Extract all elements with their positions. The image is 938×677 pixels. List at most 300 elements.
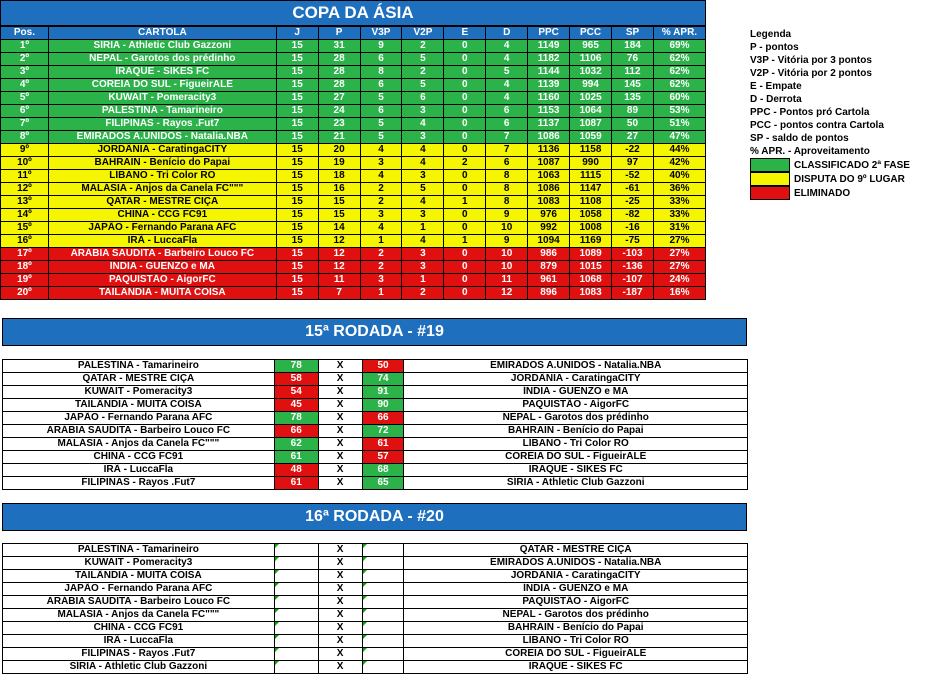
column-header: PCC xyxy=(570,27,612,40)
standings-cell-v2p: 2 xyxy=(402,66,444,79)
away-score: 50 xyxy=(362,360,404,373)
standings-cell-pcc: 1089 xyxy=(570,248,612,261)
standings-cell-p: 28 xyxy=(318,66,360,79)
legend-title: Legenda xyxy=(750,29,792,40)
standings-cell-team: ARÁBIA SAUDITA - Barbeiro Louco FC xyxy=(48,248,276,261)
standings-cell-apr: 51% xyxy=(653,118,705,131)
standings-cell-v3p: 3 xyxy=(360,274,402,287)
standings-cell-pos: 10º xyxy=(1,157,49,170)
standings-cell-v2p: 4 xyxy=(402,118,444,131)
standings-cell-d: 12 xyxy=(486,287,528,300)
legend-color-row xyxy=(750,158,910,172)
standings-cell-e: 0 xyxy=(444,66,486,79)
standings-cell-d: 10 xyxy=(486,222,528,235)
home-score: 45 xyxy=(274,399,318,412)
standings-cell-d: 8 xyxy=(486,183,528,196)
home-team: TAILÂNDIA - MUITA COISA xyxy=(3,570,275,583)
away-team: EMIRADOS A.UNIDOS - Natalia.NBA xyxy=(404,360,748,373)
standings-cell-v3p: 5 xyxy=(360,92,402,105)
standings-cell-pcc: 1108 xyxy=(570,196,612,209)
standings-cell-team: FILIPINAS - Rayos .Fut7 xyxy=(48,118,276,131)
standings-cell-v3p: 3 xyxy=(360,209,402,222)
legend-item: PCC - pontos contra Cartola xyxy=(750,120,884,131)
standings-cell-apr: 33% xyxy=(653,209,705,222)
away-team: JORDÂNIA - CaratingaCITY xyxy=(404,570,748,583)
standings-cell-apr: 47% xyxy=(653,131,705,144)
standings-cell-pcc: 1008 xyxy=(570,222,612,235)
standings-cell-pcc: 1032 xyxy=(570,66,612,79)
standings-cell-p: 16 xyxy=(318,183,360,196)
away-team: BAHRAIN - Benício do Papai xyxy=(404,425,748,438)
standings-row xyxy=(1,157,706,170)
home-team: JAPÃO - Fernando Parana AFC xyxy=(3,583,275,596)
home-score-empty xyxy=(274,648,318,661)
home-team: JAPÃO - Fernando Parana AFC xyxy=(3,412,275,425)
standings-cell-pcc: 1169 xyxy=(570,235,612,248)
standings-cell-p: 12 xyxy=(318,261,360,274)
standings-cell-apr: 27% xyxy=(653,235,705,248)
standings-row xyxy=(1,170,706,183)
column-header: SP xyxy=(612,27,654,40)
away-team: ÍNDIA - GUENZO e MA xyxy=(404,583,748,596)
standings-cell-p: 11 xyxy=(318,274,360,287)
standings-cell-v2p: 6 xyxy=(402,92,444,105)
standings-cell-v2p: 5 xyxy=(402,79,444,92)
standings-cell-j: 15 xyxy=(276,118,318,131)
standings-cell-v2p: 2 xyxy=(402,287,444,300)
standings-cell-apr: 62% xyxy=(653,53,705,66)
standings-cell-j: 15 xyxy=(276,183,318,196)
round16-title xyxy=(2,503,747,531)
home-score: 78 xyxy=(274,360,318,373)
standings-cell-team: BAHRAIN - Benício do Papai xyxy=(48,157,276,170)
standings-cell-e: 0 xyxy=(444,287,486,300)
home-score-empty xyxy=(274,570,318,583)
standings-cell-ppc: 1094 xyxy=(528,235,570,248)
standings-cell-e: 0 xyxy=(444,105,486,118)
standings-cell-p: 31 xyxy=(318,40,360,53)
away-score: 65 xyxy=(362,477,404,490)
legend-swatch xyxy=(750,186,790,200)
standings-cell-ppc: 961 xyxy=(528,274,570,287)
standings-cell-pos: 6º xyxy=(1,105,49,118)
standings-cell-sp: 135 xyxy=(612,92,654,105)
away-score: 66 xyxy=(362,412,404,425)
home-team: CHINA - CCG FC91 xyxy=(3,451,275,464)
standings-cell-e: 0 xyxy=(444,40,486,53)
standings-row xyxy=(1,92,706,105)
standings-cell-v3p: 6 xyxy=(360,105,402,118)
match-row xyxy=(3,648,748,661)
standings-cell-v2p: 4 xyxy=(402,196,444,209)
standings-row xyxy=(1,79,706,92)
standings-cell-d: 11 xyxy=(486,274,528,287)
home-score-empty xyxy=(274,557,318,570)
standings-cell-j: 15 xyxy=(276,235,318,248)
match-row xyxy=(3,557,748,570)
column-header: E xyxy=(444,27,486,40)
standings-cell-p: 21 xyxy=(318,131,360,144)
home-score-empty xyxy=(274,609,318,622)
legend-swatch xyxy=(750,172,790,186)
standings-cell-apr: 36% xyxy=(653,183,705,196)
away-score-empty xyxy=(362,609,404,622)
column-header: J xyxy=(276,27,318,40)
away-team: ÍNDIA - GUENZO e MA xyxy=(404,386,748,399)
standings-cell-ppc: 1144 xyxy=(528,66,570,79)
standings-cell-apr: 62% xyxy=(653,79,705,92)
away-score: 91 xyxy=(362,386,404,399)
standings-cell-j: 15 xyxy=(276,287,318,300)
standings-cell-j: 15 xyxy=(276,170,318,183)
standings-cell-d: 4 xyxy=(486,79,528,92)
round16-title-text: 16ª RODADA - #20 xyxy=(305,508,444,525)
standings-cell-pcc: 1059 xyxy=(570,131,612,144)
standings-row xyxy=(1,248,706,261)
home-score: 66 xyxy=(274,425,318,438)
versus: X xyxy=(318,583,362,596)
standings-cell-p: 14 xyxy=(318,222,360,235)
standings-cell-d: 10 xyxy=(486,261,528,274)
standings-cell-ppc: 986 xyxy=(528,248,570,261)
standings-cell-v2p: 5 xyxy=(402,53,444,66)
standings-row xyxy=(1,261,706,274)
legend-color-label: CLASSIFICADO 2ª FASE xyxy=(794,159,910,171)
away-score-empty xyxy=(362,557,404,570)
standings-row xyxy=(1,66,706,79)
standings-cell-p: 19 xyxy=(318,157,360,170)
match-row xyxy=(3,477,748,490)
legend-item: V3P - Vitória por 3 pontos xyxy=(750,55,872,66)
standings-cell-ppc: 1086 xyxy=(528,183,570,196)
standings-cell-pos: 8º xyxy=(1,131,49,144)
versus: X xyxy=(318,557,362,570)
standings-cell-d: 7 xyxy=(486,131,528,144)
standings-row xyxy=(1,40,706,53)
standings-cell-pos: 12º xyxy=(1,183,49,196)
standings-cell-p: 12 xyxy=(318,248,360,261)
standings-cell-ppc: 1160 xyxy=(528,92,570,105)
standings-cell-v3p: 3 xyxy=(360,157,402,170)
standings-cell-sp: -136 xyxy=(612,261,654,274)
standings-cell-team: EMIRADOS A.UNIDOS - Natalia.NBA xyxy=(48,131,276,144)
away-team: NEPAL - Garotos dos prédinho xyxy=(404,609,748,622)
versus: X xyxy=(318,438,362,451)
standings-row xyxy=(1,105,706,118)
standings-cell-d: 4 xyxy=(486,92,528,105)
standings-cell-ppc: 1139 xyxy=(528,79,570,92)
match-row xyxy=(3,544,748,557)
away-team: LÍBANO - Tri Color RO xyxy=(404,635,748,648)
match-row xyxy=(3,570,748,583)
standings-cell-d: 9 xyxy=(486,235,528,248)
versus: X xyxy=(318,399,362,412)
match-row xyxy=(3,399,748,412)
standings-cell-sp: -82 xyxy=(612,209,654,222)
standings-cell-j: 15 xyxy=(276,144,318,157)
standings-cell-v3p: 6 xyxy=(360,53,402,66)
match-row xyxy=(3,412,748,425)
home-team: MALÁSIA - Anjos da Canela FC""" xyxy=(3,438,275,451)
standings-title-text: COPA DA ÁSIA xyxy=(292,3,414,22)
standings-cell-v3p: 4 xyxy=(360,144,402,157)
standings-cell-v3p: 5 xyxy=(360,131,402,144)
standings-cell-e: 0 xyxy=(444,261,486,274)
standings-cell-apr: 62% xyxy=(653,66,705,79)
standings-table xyxy=(0,26,706,300)
standings-cell-p: 28 xyxy=(318,53,360,66)
away-score: 57 xyxy=(362,451,404,464)
standings-cell-pos: 20º xyxy=(1,287,49,300)
away-score: 90 xyxy=(362,399,404,412)
legend-color-label: ELIMINADO xyxy=(794,187,851,199)
away-score-empty xyxy=(362,583,404,596)
standings-cell-pcc: 1087 xyxy=(570,118,612,131)
away-team: COREIA DO SUL - FigueirALE xyxy=(404,648,748,661)
versus: X xyxy=(318,635,362,648)
standings-cell-j: 15 xyxy=(276,79,318,92)
versus: X xyxy=(318,477,362,490)
standings-row xyxy=(1,287,706,300)
versus: X xyxy=(318,464,362,477)
standings-cell-sp: -75 xyxy=(612,235,654,248)
standings-cell-pcc: 1147 xyxy=(570,183,612,196)
home-score-empty xyxy=(274,622,318,635)
standings-cell-v2p: 3 xyxy=(402,170,444,183)
standings-cell-team: ÍNDIA - GUENZO e MA xyxy=(48,261,276,274)
column-header: D xyxy=(486,27,528,40)
standings-cell-j: 15 xyxy=(276,53,318,66)
standings-cell-apr: 27% xyxy=(653,248,705,261)
standings-cell-e: 0 xyxy=(444,209,486,222)
legend-color-row xyxy=(750,172,910,186)
standings-cell-ppc: 1153 xyxy=(528,105,570,118)
home-team: ARÁBIA SAUDITA - Barbeiro Louco FC xyxy=(3,425,275,438)
standings-cell-v2p: 3 xyxy=(402,261,444,274)
standings-row xyxy=(1,209,706,222)
standings-cell-team: COREIA DO SUL - FigueirALE xyxy=(48,79,276,92)
standings-cell-pcc: 1115 xyxy=(570,170,612,183)
standings-cell-team: IRÃ - LuccaFla xyxy=(48,235,276,248)
away-team: PAQUISTÃO - AigorFC xyxy=(404,399,748,412)
column-header: PPC xyxy=(528,27,570,40)
standings-cell-ppc: 1087 xyxy=(528,157,570,170)
column-header: CARTOLA xyxy=(48,27,276,40)
standings-cell-v3p: 9 xyxy=(360,40,402,53)
standings-cell-pos: 16º xyxy=(1,235,49,248)
match-row xyxy=(3,373,748,386)
home-team: FILIPINAS - Rayos .Fut7 xyxy=(3,477,275,490)
home-score: 61 xyxy=(274,451,318,464)
standings-cell-ppc: 1083 xyxy=(528,196,570,209)
away-score-empty xyxy=(362,570,404,583)
standings-cell-p: 24 xyxy=(318,105,360,118)
standings-cell-p: 15 xyxy=(318,196,360,209)
standings-cell-e: 0 xyxy=(444,183,486,196)
standings-cell-apr: 69% xyxy=(653,40,705,53)
standings-cell-team: MALÁSIA - Anjos da Canela FC""" xyxy=(48,183,276,196)
standings-cell-sp: 145 xyxy=(612,79,654,92)
standings-cell-apr: 44% xyxy=(653,144,705,157)
column-header: V2P xyxy=(402,27,444,40)
standings-cell-e: 0 xyxy=(444,274,486,287)
home-team: QATAR - MESTRE CIÇA xyxy=(3,373,275,386)
standings-cell-j: 15 xyxy=(276,261,318,274)
home-score-empty xyxy=(274,661,318,674)
standings-cell-j: 15 xyxy=(276,248,318,261)
standings-title xyxy=(0,0,706,26)
standings-cell-pos: 5º xyxy=(1,92,49,105)
standings-cell-v3p: 1 xyxy=(360,235,402,248)
standings-cell-v3p: 2 xyxy=(360,261,402,274)
home-score: 54 xyxy=(274,386,318,399)
away-score-empty xyxy=(362,622,404,635)
home-team: TAILÂNDIA - MUITA COISA xyxy=(3,399,275,412)
versus: X xyxy=(318,544,362,557)
standings-cell-team: PAQUISTÃO - AigorFC xyxy=(48,274,276,287)
standings-cell-sp: 27 xyxy=(612,131,654,144)
legend xyxy=(750,28,910,200)
away-team: SÍRIA - Athletic Club Gazzoni xyxy=(404,477,748,490)
legend-item: % APR. - Aproveitamento xyxy=(750,146,870,157)
away-score: 72 xyxy=(362,425,404,438)
standings-cell-v2p: 1 xyxy=(402,222,444,235)
standings-row xyxy=(1,53,706,66)
standings-cell-e: 1 xyxy=(444,235,486,248)
standings-cell-pcc: 1068 xyxy=(570,274,612,287)
match-row xyxy=(3,360,748,373)
standings-cell-sp: 184 xyxy=(612,40,654,53)
standings-cell-v2p: 4 xyxy=(402,157,444,170)
legend-swatch xyxy=(750,158,790,172)
standings-cell-v2p: 3 xyxy=(402,131,444,144)
standings-cell-sp: -103 xyxy=(612,248,654,261)
standings-cell-sp: 76 xyxy=(612,53,654,66)
standings-cell-team: JORDÂNIA - CaratingaCITY xyxy=(48,144,276,157)
standings-cell-pcc: 1064 xyxy=(570,105,612,118)
standings-cell-team: KUWAIT - Pomeracity3 xyxy=(48,92,276,105)
legend-color-row xyxy=(750,186,910,200)
match-row xyxy=(3,622,748,635)
standings-cell-j: 15 xyxy=(276,92,318,105)
versus: X xyxy=(318,622,362,635)
standings-cell-sp: 89 xyxy=(612,105,654,118)
standings-cell-e: 0 xyxy=(444,248,486,261)
standings-cell-d: 7 xyxy=(486,144,528,157)
standings-cell-p: 20 xyxy=(318,144,360,157)
standings-cell-v3p: 2 xyxy=(360,183,402,196)
standings-cell-d: 4 xyxy=(486,53,528,66)
standings-cell-j: 15 xyxy=(276,222,318,235)
standings-cell-sp: -107 xyxy=(612,274,654,287)
home-team: IRÃ - LuccaFla xyxy=(3,464,275,477)
standings-cell-sp: 97 xyxy=(612,157,654,170)
standings-cell-v2p: 1 xyxy=(402,274,444,287)
standings-cell-ppc: 976 xyxy=(528,209,570,222)
standings-cell-pcc: 1083 xyxy=(570,287,612,300)
standings-cell-team: CHINA - CCG FC91 xyxy=(48,209,276,222)
standings-cell-pcc: 965 xyxy=(570,40,612,53)
match-row xyxy=(3,438,748,451)
home-team: CHINA - CCG FC91 xyxy=(3,622,275,635)
standings-cell-p: 7 xyxy=(318,287,360,300)
standings-cell-p: 15 xyxy=(318,209,360,222)
standings-cell-e: 0 xyxy=(444,222,486,235)
standings-cell-e: 0 xyxy=(444,53,486,66)
standings-cell-sp: -22 xyxy=(612,144,654,157)
standings-cell-pcc: 1015 xyxy=(570,261,612,274)
legend-item: D - Derrota xyxy=(750,94,802,105)
legend-item: V2P - Vitória por 2 pontos xyxy=(750,68,872,79)
standings-cell-apr: 31% xyxy=(653,222,705,235)
away-team: EMIRADOS A.UNIDOS - Natalia.NBA xyxy=(404,557,748,570)
standings-cell-v3p: 4 xyxy=(360,170,402,183)
standings-cell-pcc: 1106 xyxy=(570,53,612,66)
standings-cell-j: 15 xyxy=(276,157,318,170)
standings-cell-v2p: 5 xyxy=(402,183,444,196)
home-team: KUWAIT - Pomeracity3 xyxy=(3,557,275,570)
standings-cell-pcc: 994 xyxy=(570,79,612,92)
standings-cell-sp: 50 xyxy=(612,118,654,131)
standings-cell-team: QATAR - MESTRE CIÇA xyxy=(48,196,276,209)
standings-cell-e: 0 xyxy=(444,131,486,144)
match-row xyxy=(3,635,748,648)
standings-cell-apr: 33% xyxy=(653,196,705,209)
standings-cell-ppc: 1137 xyxy=(528,118,570,131)
standings-cell-j: 15 xyxy=(276,66,318,79)
standings-cell-apr: 53% xyxy=(653,105,705,118)
standings-cell-team: NEPAL - Garotos dos prédinho xyxy=(48,53,276,66)
standings-cell-pcc: 1025 xyxy=(570,92,612,105)
round15-title-text: 15ª RODADA - #19 xyxy=(305,323,444,340)
home-score: 78 xyxy=(274,412,318,425)
standings-cell-e: 2 xyxy=(444,157,486,170)
round15-table xyxy=(2,359,748,490)
home-score: 62 xyxy=(274,438,318,451)
standings-cell-p: 28 xyxy=(318,79,360,92)
versus: X xyxy=(318,360,362,373)
match-row xyxy=(3,583,748,596)
home-score: 58 xyxy=(274,373,318,386)
standings-cell-e: 0 xyxy=(444,118,486,131)
standings-cell-pcc: 1158 xyxy=(570,144,612,157)
versus: X xyxy=(318,648,362,661)
home-score: 48 xyxy=(274,464,318,477)
standings-cell-d: 10 xyxy=(486,248,528,261)
standings-cell-ppc: 1182 xyxy=(528,53,570,66)
standings-cell-v3p: 2 xyxy=(360,248,402,261)
legend-item: E - Empate xyxy=(750,81,802,92)
standings-cell-pcc: 1058 xyxy=(570,209,612,222)
standings-cell-pcc: 990 xyxy=(570,157,612,170)
standings-cell-pos: 9º xyxy=(1,144,49,157)
standings-row xyxy=(1,196,706,209)
standings-cell-pos: 1º xyxy=(1,40,49,53)
standings-cell-j: 15 xyxy=(276,105,318,118)
standings-cell-ppc: 1149 xyxy=(528,40,570,53)
standings-row xyxy=(1,183,706,196)
standings-cell-v2p: 3 xyxy=(402,248,444,261)
standings-cell-team: LÍBANO - Tri Color RO xyxy=(48,170,276,183)
versus: X xyxy=(318,661,362,674)
standings-cell-pos: 11º xyxy=(1,170,49,183)
standings-cell-p: 23 xyxy=(318,118,360,131)
standings-cell-apr: 24% xyxy=(653,274,705,287)
standings-cell-apr: 27% xyxy=(653,261,705,274)
standings-cell-d: 9 xyxy=(486,209,528,222)
standings-cell-v3p: 8 xyxy=(360,66,402,79)
standings-cell-p: 18 xyxy=(318,170,360,183)
